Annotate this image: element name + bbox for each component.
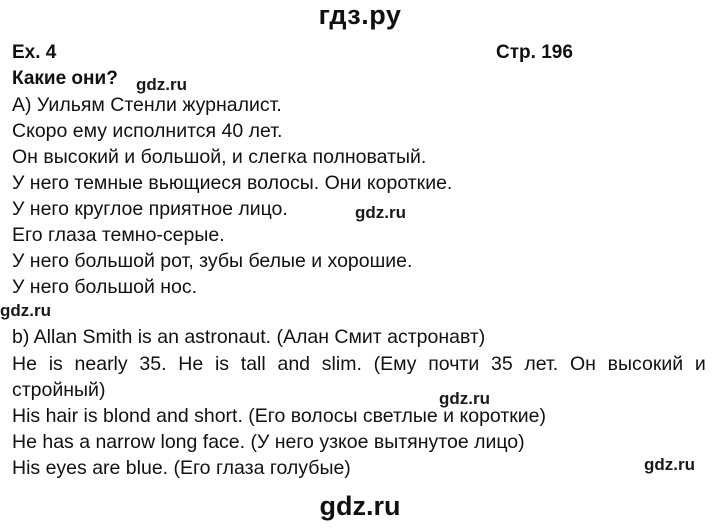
watermark-bottom: gdz.ru: [319, 491, 401, 521]
word: is: [48, 353, 63, 375]
word: 35: [490, 353, 513, 375]
part-a-line: У него темные вьющиеся волосы. Они короткие.: [12, 172, 453, 194]
watermark: gdz.ru: [439, 389, 490, 408]
part-b-line: b) Allan Smith is an astronaut. (Алан Смит астронавт): [12, 326, 486, 348]
word: 35.: [139, 353, 167, 375]
word: почти: [428, 353, 480, 375]
part-b-line: His eyes are blue. (Его глаза голубые): [12, 457, 351, 479]
word: лет.: [524, 353, 559, 375]
part-a-line: У него большой рот, зубы белые и хорошие.: [12, 250, 413, 272]
part-b-justified-line: [12, 353, 706, 376]
word: (Ему: [373, 353, 417, 375]
word: Он: [569, 353, 596, 375]
part-a-line: Его глаза темно-серые.: [12, 224, 225, 246]
word: is: [214, 353, 230, 375]
word: slim.: [321, 353, 362, 375]
watermark: gdz.ru: [136, 75, 187, 94]
watermark: gdz.ru: [644, 455, 695, 474]
part-b-line: He has a narrow long face. (У него узкое вытянутое лицо): [12, 431, 525, 453]
word: nearly: [74, 353, 128, 375]
exercise-number: Ex. 4: [12, 42, 57, 63]
part-a-line: Скоро ему исполнится 40 лет.: [12, 120, 283, 142]
word: высокий: [607, 353, 684, 375]
word: He: [12, 353, 37, 375]
watermark: gdz.ru: [0, 301, 51, 320]
part-b-line: His hair is blond and short. (Его волосы светлые и короткие): [12, 405, 547, 427]
part-a-line: У него круглое приятное лицо.: [12, 198, 288, 220]
page-number: Стр. 196: [496, 42, 573, 63]
watermark: gdz.ru: [355, 203, 406, 222]
part-b-line: стройный): [12, 379, 106, 401]
exercise-subtitle: Какие они?: [12, 68, 118, 89]
part-a-line: А) Уильям Стенли журналист.: [12, 94, 282, 116]
part-a-line: Он высокий и большой, и слегка полноватый.: [12, 146, 427, 168]
site-title: гдз.ру: [318, 0, 402, 30]
word: He: [178, 353, 204, 375]
part-a-line: У него большой нос.: [12, 276, 198, 298]
word: и: [694, 353, 706, 375]
word: tall: [240, 353, 266, 375]
word: and: [277, 353, 311, 375]
